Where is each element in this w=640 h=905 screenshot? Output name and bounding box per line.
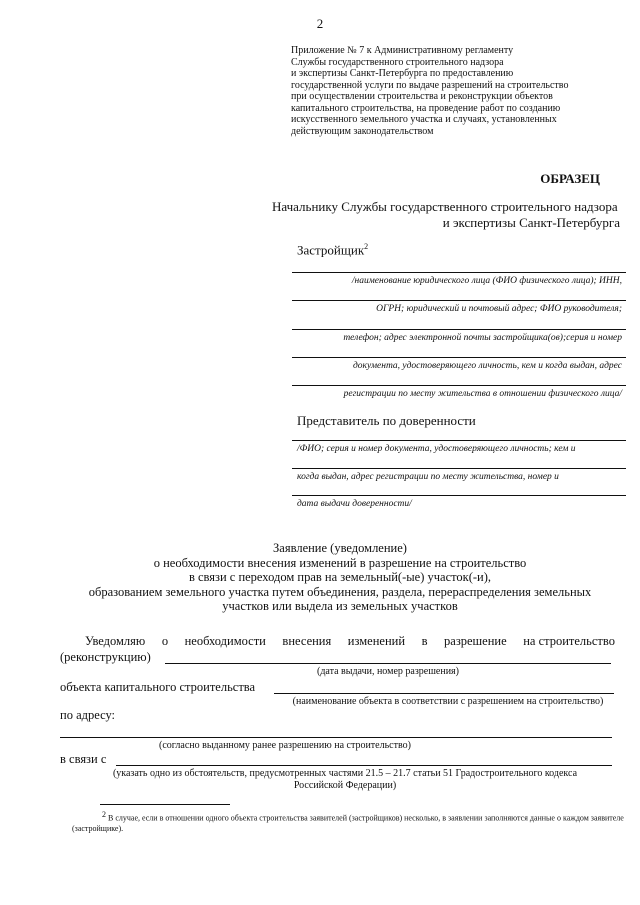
footnote-number: 2 bbox=[102, 810, 106, 819]
appendix-line: искусственного земельного участка и случаях, установленных bbox=[291, 114, 557, 125]
body-word: Уведомляю bbox=[85, 634, 146, 648]
body-word: внесения bbox=[282, 634, 332, 648]
developer-field-line-5[interactable] bbox=[292, 385, 626, 386]
representative-hint-1: /ФИО; серия и номер документа, удостоверяющего личность; кем и bbox=[297, 444, 576, 454]
footnote-text: В случае, если в отношении одного объекта строительства заявителей (застройщиков) несколько, в заявлении заполняются данные о каждом заявителе (застройщике). bbox=[72, 813, 624, 833]
developer-hint-2: ОГРН; юридический и почтовый адрес; ФИО руководителя; bbox=[376, 304, 622, 314]
address-label: по адресу: bbox=[60, 708, 116, 722]
appendix-reference bbox=[291, 45, 621, 137]
developer-field-line-3[interactable] bbox=[292, 329, 626, 330]
appendix-line: государственной услуги по выдаче разрешений на строительство bbox=[291, 79, 569, 91]
object-label: объекта капитального строительства bbox=[60, 680, 256, 694]
title-line: Заявление (уведомление) bbox=[273, 541, 407, 555]
footnote-separator bbox=[100, 804, 230, 805]
developer-field-line-2[interactable] bbox=[292, 300, 626, 301]
permit-date-number-hint: (дата выдачи, номер разрешения) bbox=[316, 666, 459, 677]
title-line: в связи с переходом прав на земельный(-ые) участок(-и), bbox=[188, 570, 492, 584]
representative-field-line-1[interactable] bbox=[292, 440, 626, 441]
reason-label: в связи с bbox=[60, 752, 107, 766]
reconstruction-label: (реконструкцию) bbox=[60, 650, 151, 664]
appendix-line: капитального строительства, на проведение работ по созданию bbox=[291, 102, 561, 114]
developer-field-line-1[interactable] bbox=[292, 272, 626, 273]
reason-hint-line-1: (указать одно из обстоятельств, предусмотренных частями 21.5 – 21.7 статьи 51 Градостроительного кодекса bbox=[112, 768, 578, 779]
developer-field-line-4[interactable] bbox=[292, 357, 626, 358]
object-name-hint: (наименование объекта в соответствии с разрешением на строительство) bbox=[292, 696, 604, 707]
body-word: необходимости bbox=[184, 634, 266, 648]
appendix-line: при осуществлении строительства и реконструкции объектов bbox=[291, 91, 553, 102]
permit-date-number-field[interactable] bbox=[165, 663, 611, 664]
body-word: разрешение bbox=[444, 634, 507, 648]
addressee-line-1: Начальнику Службы государственного строительного надзора bbox=[272, 199, 618, 214]
sample-label: ОБРАЗЕЦ bbox=[540, 171, 600, 186]
reason-field[interactable] bbox=[116, 765, 612, 766]
developer-hint-3: телефон; адрес электронной почты застройщика(ов);серия и номер bbox=[343, 333, 622, 343]
developer-hint-4: документа, удостоверяющего личность, кем и когда выдан, адрес bbox=[352, 361, 622, 371]
representative-label: Представитель по доверенности bbox=[297, 413, 476, 428]
representative-hint-3: дата выдачи доверенности/ bbox=[297, 499, 412, 509]
developer-hint-5: регистрации по месту жительства в отношении физического лица/ bbox=[343, 389, 622, 399]
address-hint: (согласно выданному ранее разрешению на строительство) bbox=[159, 740, 411, 751]
body-word: изменений bbox=[347, 634, 406, 648]
addressee-block bbox=[272, 199, 620, 231]
developer-hint-1: /наименование юридического лица (ФИО физического лица); ИНН, bbox=[351, 276, 622, 286]
appendix-line: действующим законодательством bbox=[291, 125, 434, 137]
body-word: в bbox=[421, 634, 428, 648]
document-title bbox=[60, 541, 620, 614]
representative-hint-2: когда выдан, адрес регистрации по месту жительства, номер и bbox=[297, 472, 559, 482]
title-line: о необходимости внесения изменений в разрешение на строительство bbox=[153, 555, 527, 570]
representative-field-line-3[interactable] bbox=[292, 495, 626, 496]
reason-hint-line-2: Российской Федерации) bbox=[293, 780, 397, 791]
appendix-line: и экспертизы Санкт-Петербурга по предоставлению bbox=[291, 68, 514, 79]
object-name-field[interactable] bbox=[274, 693, 614, 694]
body-word: о bbox=[161, 634, 169, 648]
address-field[interactable] bbox=[60, 737, 612, 738]
title-line: образованием земельного участка путем объединения, раздела, перераспределения земельных bbox=[88, 584, 592, 599]
title-line: участков или выдела из земельных участков bbox=[222, 599, 458, 613]
footnote-marker: 2 bbox=[364, 242, 369, 251]
appendix-line: Службы государственного строительного надзора bbox=[291, 56, 504, 68]
body-word: на строительство bbox=[523, 634, 615, 648]
representative-field-line-2[interactable] bbox=[292, 468, 626, 469]
developer-label: Застройщик$^2$ bbox=[297, 242, 369, 258]
footnote bbox=[72, 810, 624, 834]
page-number: 2 bbox=[316, 16, 324, 31]
addressee-line-2: и экспертизы Санкт-Петербурга bbox=[442, 215, 620, 230]
body-line-1 bbox=[85, 634, 615, 649]
appendix-line: Приложение № 7 к Административному регламенту bbox=[291, 45, 514, 56]
